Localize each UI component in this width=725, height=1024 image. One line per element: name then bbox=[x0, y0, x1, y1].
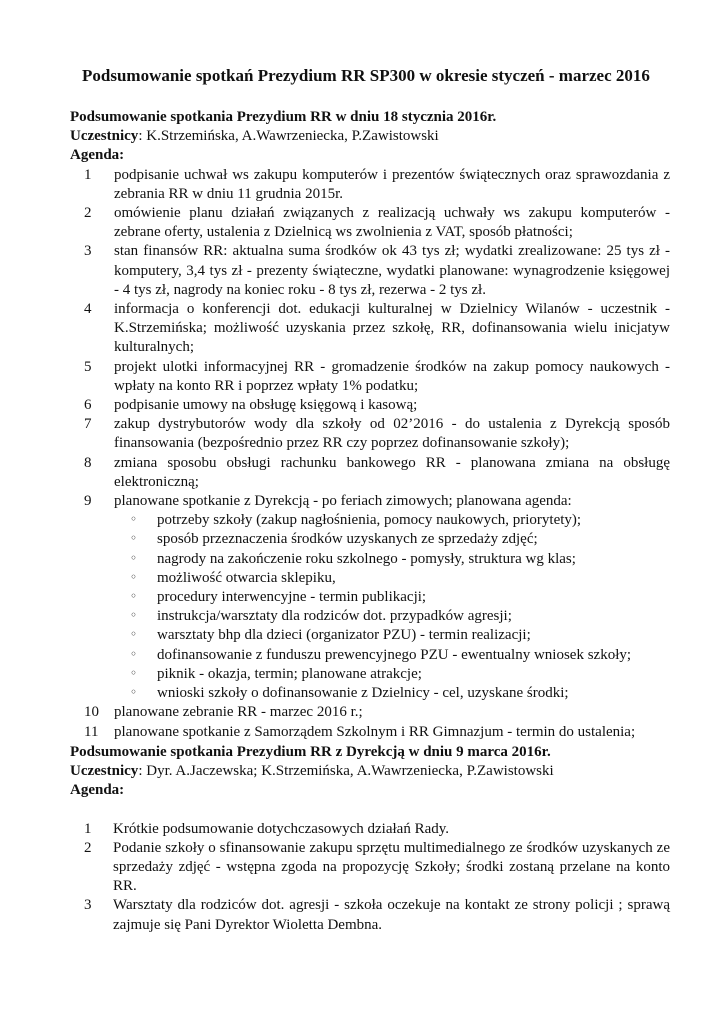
sub-list-item bbox=[114, 684, 670, 703]
list-item bbox=[70, 396, 670, 415]
item-text: Podanie szkoły o sfinansowanie zakupu sprzętu multimedialnego ze środków uzyskanych ze sprzedaży zdjęć - wstępna zgoda na propozycję Szkoły; środki zostaną przelane na konto RR. bbox=[113, 839, 670, 895]
meeting-1-agenda-label: Agenda: bbox=[70, 147, 125, 164]
meeting-1-agenda-list bbox=[70, 166, 670, 742]
item-text: informacja o konferencji dot. edukacji kulturalnej w Dzielnicy Wilanów - uczestnik - K.Strzemińska; możliwość uzyskania przez szkołę, RR, dofinansowania wielu inicjatyw kulturalnych; bbox=[114, 301, 670, 356]
meeting-2-agenda-list bbox=[70, 820, 670, 935]
sub-list-item bbox=[114, 588, 670, 607]
item-text: stan finansów RR: aktualna suma środków ok 43 tys zł; wydatki zrealizowane: 25 tys zł - komputery, 3,4 tys zł - prezenty świąteczne, wydatki planowane: wynagrodzenie księgowej - 4 tys zł, nagrody na koniec roku - 8 tys zł, rezerwa - 2 tys zł. bbox=[114, 243, 670, 298]
meeting-2-heading: Podsumowanie spotkania Prezydium RR z Dyrekcją w dniu 9 marca 2016r. bbox=[70, 744, 551, 760]
participants-label: Uczestnicy bbox=[70, 763, 139, 780]
list-item bbox=[70, 454, 670, 492]
item-text: planowane zebranie RR - marzec 2016 r.; bbox=[114, 704, 363, 721]
item-text: podpisanie umowy na obsługę księgową i kasową; bbox=[114, 397, 418, 414]
sub-item-text: warsztaty bhp dla dzieci (organizator PZU) - termin realizacji; bbox=[157, 627, 531, 644]
list-item bbox=[70, 820, 670, 839]
sub-list-item bbox=[114, 607, 670, 626]
sub-list-item bbox=[114, 511, 670, 530]
list-item bbox=[70, 839, 670, 897]
sub-item-text: procedury interwencyjne - termin publikacji; bbox=[157, 589, 427, 606]
list-item bbox=[70, 703, 670, 722]
item-number: 9 bbox=[84, 493, 92, 510]
bullet-icon: ◦ bbox=[130, 531, 138, 546]
bullet-icon: ◦ bbox=[130, 665, 138, 680]
meeting-2-participants bbox=[70, 762, 670, 781]
list-item bbox=[70, 204, 670, 242]
list-item bbox=[70, 166, 670, 204]
item-number: 11 bbox=[84, 723, 99, 740]
item-text: Warsztaty dla rodziców dot. agresji - szkoła oczekuje na kontakt ze strony policji ; sprawą zajmuje się Pani Dyrektor Wioletta Dembna. bbox=[113, 897, 670, 933]
sub-item-text: potrzeby szkoły (zakup nagłośnienia, pomocy naukowych, priorytety); bbox=[157, 512, 582, 529]
item-number: 2 bbox=[84, 205, 92, 222]
item-number: 6 bbox=[84, 397, 92, 414]
participants-names: : K.Strzemińska, A.Wawrzeniecka, P.Zawistowski bbox=[138, 128, 439, 145]
sub-list-item bbox=[114, 646, 670, 665]
bullet-icon: ◦ bbox=[130, 608, 138, 623]
item-text: zakup dystrybutorów wody dla szkoły od 02’2016 - do ustalenia z Dyrekcją sposób finansowania (bezpośrednio przez RR czy poprzez dofinansowanie szkoły); bbox=[114, 416, 670, 452]
bullet-icon: ◦ bbox=[130, 685, 138, 700]
sub-item-text: piknik - okazja, termin; planowane atrakcje; bbox=[157, 665, 422, 682]
list-item bbox=[70, 358, 670, 396]
sub-list-item bbox=[114, 665, 670, 684]
participants-names: : Dyr. A.Jaczewska; K.Strzemińska, A.Wawrzeniecka, P.Zawistowski bbox=[138, 763, 554, 780]
blank-line bbox=[70, 801, 670, 820]
item-number: 7 bbox=[84, 416, 92, 433]
item-text: zmiana sposobu obsługi rachunku bankowego RR - planowana zmiana na obsługę elektroniczną; bbox=[114, 454, 670, 490]
bullet-icon: ◦ bbox=[130, 589, 138, 604]
item-text: Krótkie podsumowanie dotychczasowych działań Rady. bbox=[113, 820, 450, 837]
sub-item-text: dofinansowanie z funduszu prewencyjnego PZU - ewentualny wniosek szkoły; bbox=[157, 646, 632, 663]
list-item bbox=[70, 723, 670, 742]
sub-item-text: instrukcja/warsztaty dla rodziców dot. przypadków agresji; bbox=[157, 608, 512, 625]
list-item bbox=[70, 896, 670, 934]
item-text: podpisanie uchwał ws zakupu komputerów i prezentów świątecznych oraz sprawozdania z zebrania RR w dniu 11 grudnia 2015r. bbox=[114, 166, 670, 202]
sub-item-text: możliwość otwarcia sklepiku, bbox=[157, 569, 336, 586]
sub-list-item bbox=[114, 626, 670, 645]
bullet-icon: ◦ bbox=[130, 627, 138, 642]
meeting-1-section bbox=[70, 108, 670, 742]
item-number: 10 bbox=[84, 704, 99, 721]
sub-item-text: sposób przeznaczenia środków uzyskanych ze sprzedaży zdjęć; bbox=[157, 531, 538, 548]
meeting-2-agenda-label: Agenda: bbox=[70, 782, 125, 799]
sub-list-item bbox=[114, 569, 670, 588]
item-number: 5 bbox=[84, 358, 92, 375]
planned-agenda-sublist bbox=[114, 511, 670, 703]
meeting-1-participants bbox=[70, 127, 670, 146]
item-text: projekt ulotki informacyjnej RR - gromadzenie środków na zakup pomocy naukowych - wpłaty na konto RR i poprzez wpłaty 1% podatku; bbox=[114, 358, 670, 394]
item-number: 3 bbox=[84, 897, 92, 914]
item-number: 3 bbox=[84, 243, 92, 260]
participants-label: Uczestnicy bbox=[70, 128, 139, 145]
list-item bbox=[70, 415, 670, 453]
list-item bbox=[70, 492, 670, 703]
item-number: 2 bbox=[84, 839, 92, 856]
list-item bbox=[70, 242, 670, 300]
bullet-icon: ◦ bbox=[130, 550, 138, 565]
item-number: 1 bbox=[84, 820, 92, 837]
sub-item-text: wnioski szkoły o dofinansowanie z Dzielnicy - cel, uzyskane środki; bbox=[157, 685, 569, 702]
bullet-icon: ◦ bbox=[130, 569, 138, 584]
meeting-1-heading: Podsumowanie spotkania Prezydium RR w dniu 18 stycznia 2016r. bbox=[70, 109, 497, 125]
item-number: 8 bbox=[84, 454, 92, 471]
item-text: planowane spotkanie z Samorządem Szkolnym i RR Gimnazjum - termin do ustalenia; bbox=[114, 723, 636, 740]
bullet-icon: ◦ bbox=[130, 512, 138, 527]
sub-list-item bbox=[114, 530, 670, 549]
sub-item-text: nagrody na zakończenie roku szkolnego - pomysły, struktura wg klas; bbox=[157, 550, 576, 567]
sub-list-item bbox=[114, 550, 670, 569]
bullet-icon: ◦ bbox=[130, 646, 138, 661]
item-text: planowane spotkanie z Dyrekcją - po feriach zimowych; planowana agenda: bbox=[114, 493, 572, 510]
list-item bbox=[70, 300, 670, 358]
document-title: Podsumowanie spotkań Prezydium RR SP300 w okresie styczeń - marzec 2016 bbox=[82, 66, 650, 85]
item-number: 1 bbox=[84, 166, 92, 183]
item-number: 4 bbox=[84, 301, 92, 318]
meeting-2-section bbox=[70, 743, 670, 935]
item-text: omówienie planu działań związanych z realizacją uchwały ws zakupu komputerów - zebrane oferty, ustalenia z Dzielnicą ws zwolnienia z VAT, sposób płatności; bbox=[114, 205, 670, 241]
